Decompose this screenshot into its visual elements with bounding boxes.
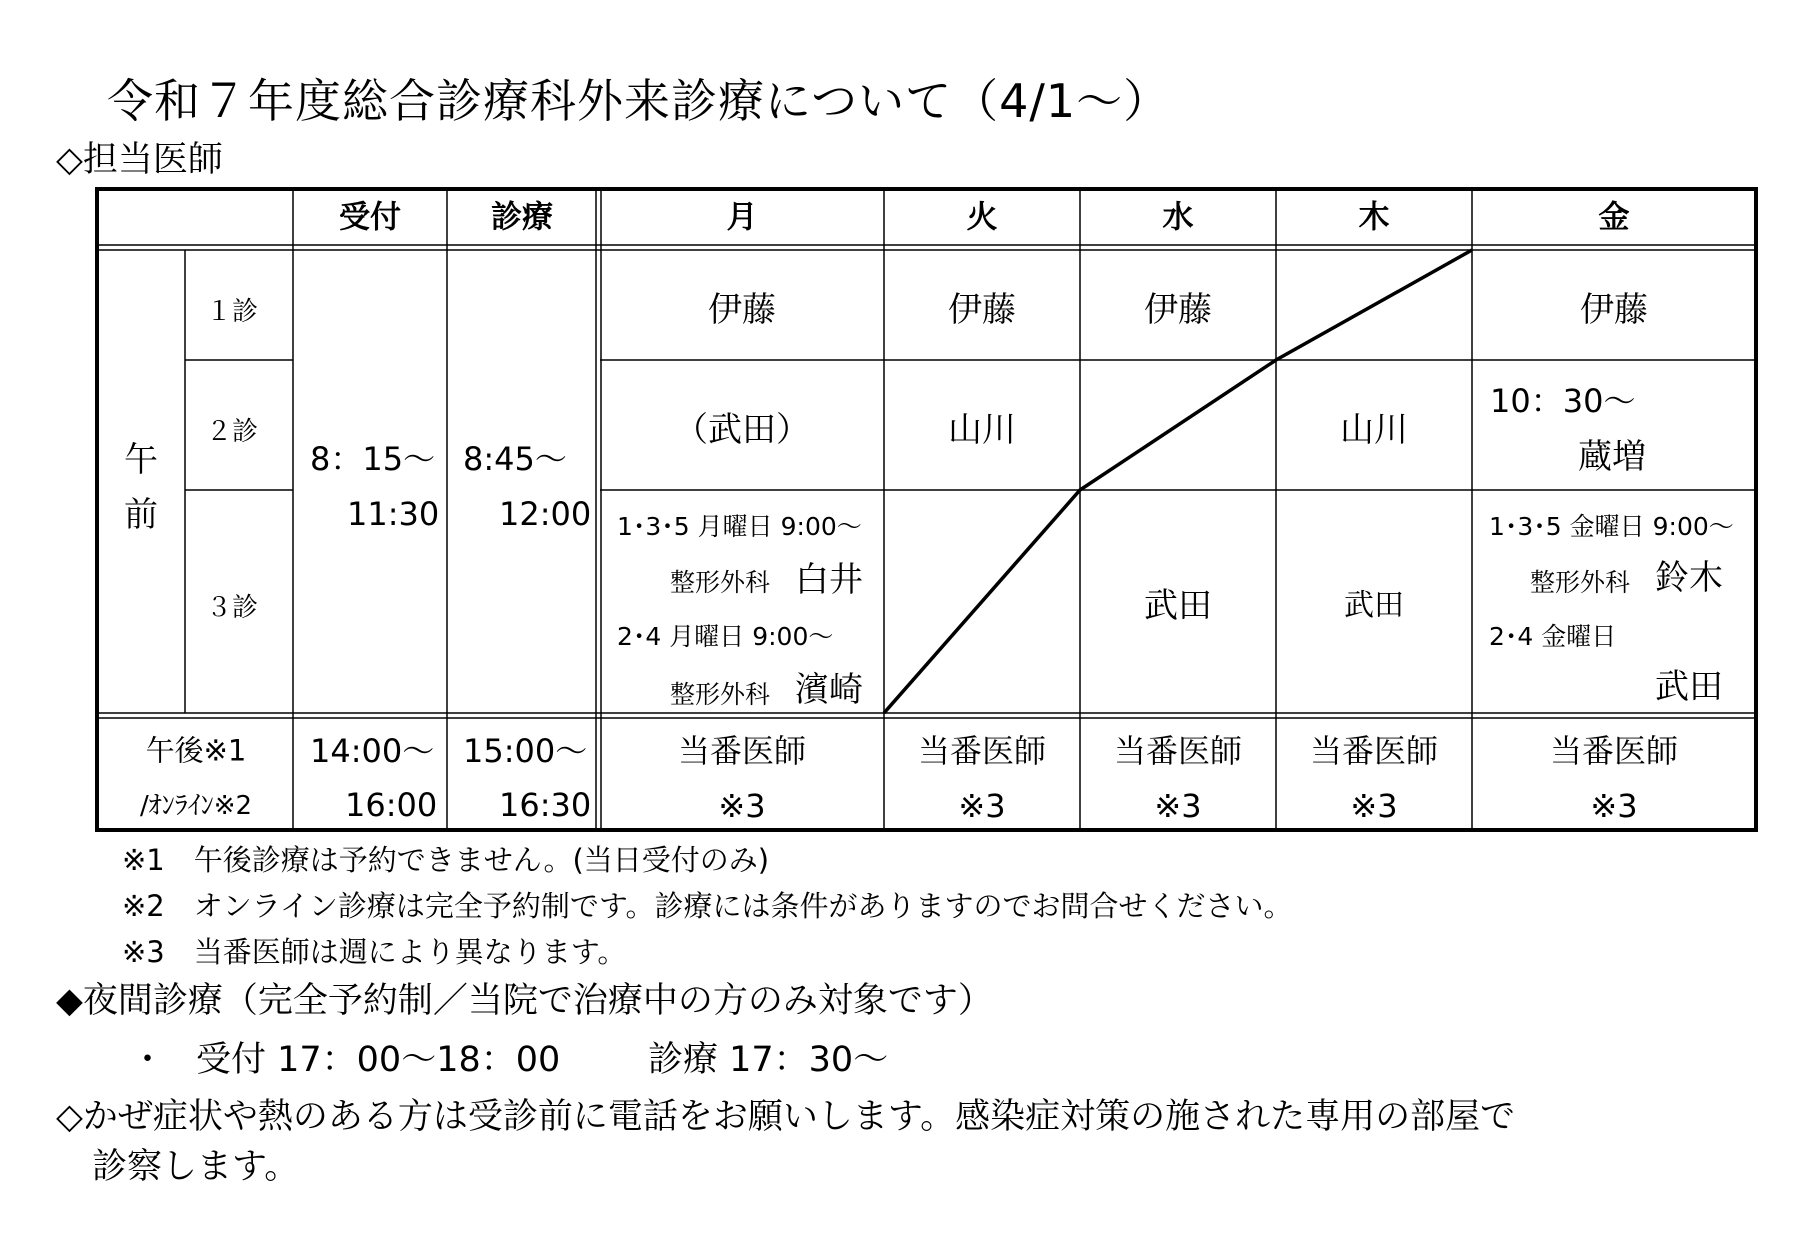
afternoon-duty-fri: 当番医師	[1549, 732, 1679, 770]
session1-wed: 伊藤	[1144, 290, 1212, 330]
header-reception: 受付	[339, 199, 401, 236]
afternoon-note-wed: ※3	[1154, 787, 1202, 825]
session3-wed: 武田	[1144, 586, 1212, 626]
session3-mon-line1: 1･3･5 月曜日 9:00～	[617, 512, 862, 541]
session3-mon-dept1: 整形外科	[670, 568, 771, 597]
session2-fri-name: 蔵増	[1578, 437, 1646, 477]
footnote-1: ※1 午後診療は予約できません。(当日受付のみ)	[122, 843, 770, 877]
afternoon-duty-tue: 当番医師	[917, 732, 1047, 770]
morning-consult-end: 12:00	[499, 495, 592, 533]
morning-label-bottom: 前	[124, 495, 158, 535]
session3-fri-name2: 武田	[1655, 667, 1723, 707]
session1-tue: 伊藤	[948, 290, 1016, 330]
session2-mon: （武田）	[674, 410, 810, 450]
session3-mon-line2: 2･4 月曜日 9:00～	[617, 622, 834, 651]
night-consultation: 診療 17：30～	[648, 1040, 889, 1080]
afternoon-note-fri: ※3	[1590, 787, 1638, 825]
session2-thu: 山川	[1340, 410, 1408, 450]
session3-thu: 武田	[1344, 588, 1404, 623]
footnote-2: ※2 オンライン診療は完全予約制です。診療には条件がありますのでお問合せください。	[122, 889, 1293, 923]
header-day-tue: 火	[966, 199, 998, 236]
session-label-2: ２診	[205, 417, 259, 447]
header-day-wed: 水	[1162, 199, 1194, 236]
session1-fri: 伊藤	[1580, 290, 1648, 330]
morning-reception-end: 11:30	[347, 495, 440, 533]
session-label-1: １診	[205, 297, 259, 327]
header-day-thu: 木	[1358, 199, 1390, 236]
morning-consult-start: 8:45～	[463, 440, 567, 478]
footnote-3: ※3 当番医師は週により異なります。	[122, 935, 627, 969]
afternoon-duty-mon: 当番医師	[677, 732, 807, 770]
session2-tue: 山川	[948, 410, 1016, 450]
session3-fri-line1: 1･3･5 金曜日 9:00～	[1489, 512, 1734, 541]
afternoon-note-mon: ※3	[718, 787, 766, 825]
session-label-3: ３診	[205, 593, 259, 623]
session3-mon-dept2: 整形外科	[670, 680, 771, 709]
cold-notice-line2: 診察します。	[92, 1147, 300, 1187]
afternoon-duty-thu: 当番医師	[1309, 732, 1439, 770]
afternoon-label-line2: /ｵﾝﾗｲﾝ※2	[139, 791, 253, 821]
morning-label-top: 午	[124, 440, 158, 480]
afternoon-duty-wed: 当番医師	[1113, 732, 1243, 770]
afternoon-reception-end: 16:00	[345, 786, 438, 824]
session3-fri-name1: 鈴木	[1655, 558, 1723, 598]
afternoon-consult-end: 16:30	[499, 786, 592, 824]
afternoon-label-line1: 午後※1	[145, 733, 247, 768]
afternoon-reception-start: 14:00～	[310, 732, 435, 770]
night-clinic-heading: ◆夜間診療（完全予約制／当院で治療中の方のみ対象です）	[56, 981, 993, 1021]
morning-reception-start: 8：15～	[310, 440, 436, 478]
header-day-mon: 月	[726, 199, 758, 236]
page-title: 令和７年度総合診療科外来診療について（4/1～）	[107, 74, 1171, 128]
header-consultation: 診療	[491, 199, 553, 236]
afternoon-note-tue: ※3	[958, 787, 1006, 825]
session3-mon-name1: 白井	[795, 560, 863, 600]
session1-mon: 伊藤	[708, 290, 776, 330]
night-reception: 受付 17：00～18：00	[196, 1040, 561, 1080]
section-doctors-heading: ◇担当医師	[56, 140, 223, 180]
session3-mon-name2: 濱崎	[795, 670, 863, 710]
afternoon-note-thu: ※3	[1350, 787, 1398, 825]
cold-notice-line1: ◇かぜ症状や熱のある方は受診前に電話をお願いします。感染症対策の施された専用の部屋で	[56, 1097, 1516, 1137]
session3-fri-dept1: 整形外科	[1530, 568, 1631, 597]
header-day-fri: 金	[1598, 199, 1630, 236]
session3-fri-line2: 2･4 金曜日	[1489, 622, 1617, 651]
night-bullet: ・	[130, 1040, 166, 1080]
afternoon-consult-start: 15:00～	[463, 732, 588, 770]
session2-fri-time: 10：30～	[1490, 382, 1636, 420]
